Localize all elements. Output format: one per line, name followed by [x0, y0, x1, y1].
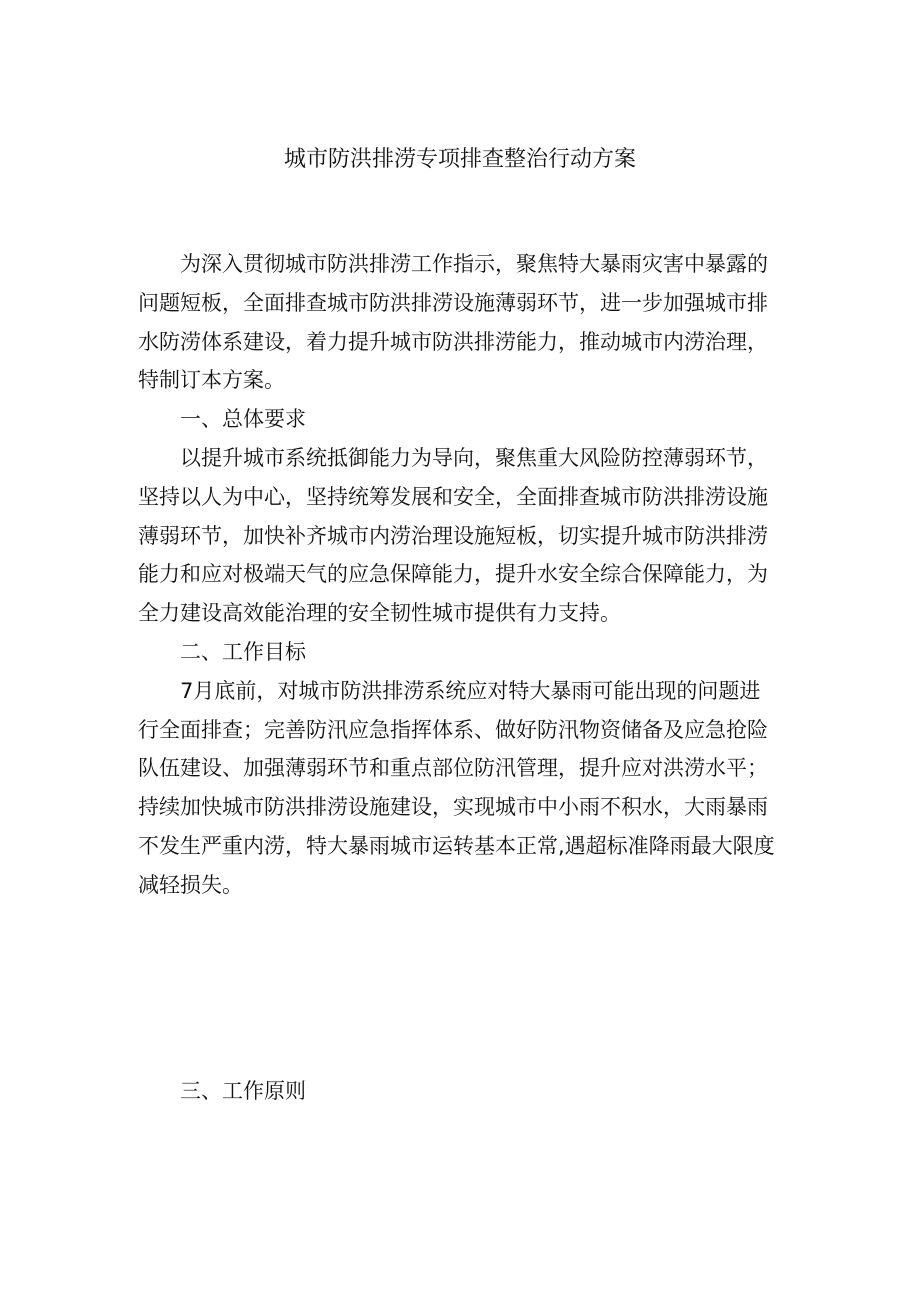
text-line: 持续加快城市防洪排涝设施建设，实现城市中小雨不积水，大雨暴雨: [138, 795, 768, 820]
text-line: 特制订本方案。: [138, 368, 285, 393]
intro-paragraph: [138, 245, 788, 905]
section1-heading: 一、总体要求: [180, 407, 306, 432]
section3-heading: 三、工作原则: [180, 1079, 306, 1103]
text-line: 能力和应对极端天气的应急保障能力，提升水安全综合保障能力，为: [138, 562, 768, 587]
text-line: 为深入贯彻城市防洪排涝工作指示，聚焦特大暴雨灾害中暴露的: [180, 252, 768, 276]
text-line: 薄弱环节，加快补齐城市内涝治理设施短板，切实提升城市防洪排涝: [138, 523, 768, 548]
document-title: 城市防洪排涝专项排查整治行动方案: [283, 147, 636, 172]
text-line: 以提升城市系统抵御能力为导向，聚焦重大风险防控薄弱环节，: [180, 445, 768, 470]
section3: [138, 1072, 788, 1111]
text-line: 不发生严重内涝，特大暴雨城市运转基本正常,遇超标准降雨最大限度: [138, 833, 775, 858]
text-line: 队伍建设、加强薄弱环节和重点部位防汛管理，提升应对洪涝水平；: [138, 756, 768, 781]
text-line: 7月底前，对城市防洪排涝系统应对特大暴雨可能出现的问题进: [180, 678, 761, 703]
section2-heading: 二、工作目标: [180, 639, 306, 664]
text-line: 行全面排查；完善防汛应急指挥体系、做好防汛物资储备及应急抢险: [138, 717, 768, 742]
text-line: 水防涝体系建设，着力提升城市防洪排涝能力，推动城市内涝治理，: [138, 329, 768, 354]
text-line: 减轻损失。: [138, 872, 243, 897]
text-line: 全力建设高效能治理的安全韧性城市提供有力支持。: [138, 601, 621, 626]
text-line: 问题短板，全面排查城市防洪排涝设施薄弱环节，进一步加强城市排: [138, 290, 768, 315]
text-line: 坚持以人为中心，坚持统筹发展和安全，全面排查城市防洪排涝设施: [138, 484, 768, 509]
